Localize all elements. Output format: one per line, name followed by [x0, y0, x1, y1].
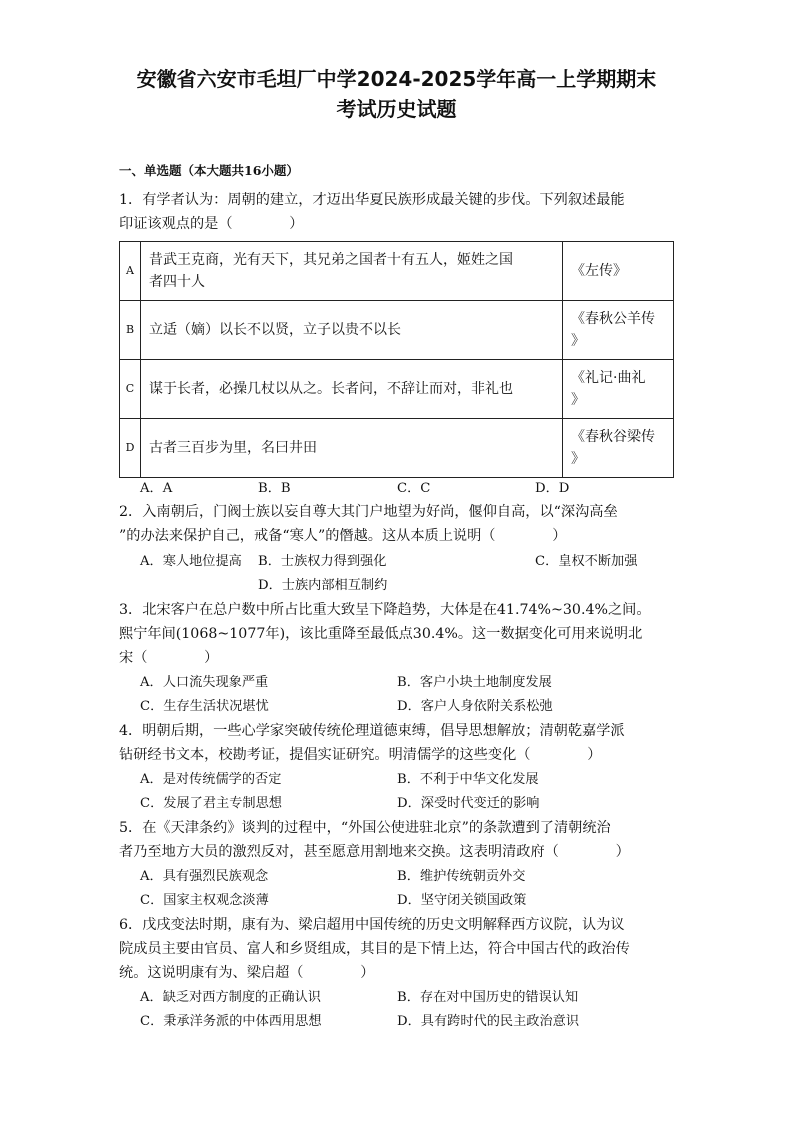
- source-line: 《春秋公羊传: [571, 311, 655, 327]
- question-1-stem-line: 1．有学者认为：周朝的建立，才迈出华夏民族形成最关键的步伐。下列叙述最能: [119, 192, 625, 208]
- question-3-option-c[interactable]: C．生存生活状况堪忧: [140, 699, 269, 714]
- row-label: A: [120, 242, 141, 301]
- question-6-stem-line: 院成员主要由官员、富人和乡贤组成，其目的是下情上达，符合中国古代的政治传: [119, 941, 630, 957]
- question-1-table: [119, 241, 674, 478]
- table-row: [120, 360, 674, 419]
- question-1-option-a[interactable]: A．A: [140, 481, 173, 496]
- question-4-stem-line: 钻研经书文本，校勘考证，提倡实证研究。明清儒学的这些变化（ ）: [119, 747, 602, 763]
- question-3-stem-line: 3．北宋客户在总户数中所占比重大致呈下降趋势，大体是在41.74%~30.4%之间。: [119, 602, 651, 618]
- table-row: [120, 301, 674, 360]
- question-6-option-b[interactable]: B．存在对中国历史的错误认知: [397, 990, 579, 1005]
- question-5-option-d[interactable]: D．坚守闭关锁国政策: [397, 893, 527, 908]
- table-row: [120, 419, 674, 478]
- source-line: 《礼记·曲礼: [571, 370, 646, 386]
- quote-line: 昔武王克商，光有天下，其兄弟之国者十有五人，姬姓之国: [149, 252, 513, 268]
- question-1-option-b[interactable]: B．B: [258, 481, 291, 496]
- question-1-stem-line: 印证该观点的是（ ）: [119, 216, 304, 232]
- question-1-option-c[interactable]: C．C: [397, 481, 431, 496]
- question-2-option-b[interactable]: B．士族权力得到强化: [258, 554, 387, 569]
- row-source: [563, 419, 674, 478]
- question-2-stem-line: ”的办法来保护自己，戒备“寒人”的僭越。这从本质上说明（ ）: [119, 528, 567, 544]
- row-source: [563, 360, 674, 419]
- row-label: B: [120, 301, 141, 360]
- question-5-option-a[interactable]: A．具有强烈民族观念: [140, 869, 269, 884]
- question-4-option-b[interactable]: B．不利于中华文化发展: [397, 772, 539, 787]
- row-quote: [141, 301, 563, 360]
- question-2-option-c[interactable]: C．皇权不断加强: [535, 554, 638, 569]
- question-4-stem-line: 4．明朝后期，一些心学家突破传统伦理道德束缚，倡导思想解放；清朝乾嘉学派: [119, 723, 625, 739]
- question-2-stem-line: 2．入南朝后，门阀士族以妄自尊大其门户地望为好尚，偃仰自高，以“深沟高垒: [119, 504, 618, 520]
- exam-title-line2: 考试历史试题: [336, 97, 457, 121]
- question-5-stem-line: 5．在《天津条约》谈判的过程中，“外国公使进驻北京”的条款遭到了清朝统治: [119, 820, 611, 836]
- source-line: 》: [571, 392, 585, 408]
- question-4-option-a[interactable]: A．是对传统儒学的否定: [140, 772, 282, 787]
- row-source: [563, 242, 674, 301]
- row-quote: [141, 360, 563, 419]
- question-4-option-c[interactable]: C．发展了君主专制思想: [140, 796, 282, 811]
- question-6-stem-line: 统。这说明康有为、梁启超（ ）: [119, 965, 375, 981]
- exam-title-line1: 安徽省六安市毛坦厂中学2024-2025学年高一上学期期末: [136, 67, 657, 91]
- row-quote: [141, 242, 563, 301]
- question-2-option-a[interactable]: A．寒人地位提高: [140, 554, 242, 569]
- question-3-option-b[interactable]: B．客户小块土地制度发展: [397, 675, 552, 690]
- source-line: 《左传》: [571, 263, 627, 279]
- row-label: C: [120, 360, 141, 419]
- question-6-option-a[interactable]: A．缺乏对西方制度的正确认识: [140, 990, 321, 1005]
- quote-line: 谋于长者，必操几杖以从之。长者问，不辞让而对，非礼也: [149, 381, 513, 397]
- question-5-stem-line: 者乃至地方大员的激烈反对，甚至愿意用割地来交换。这表明清政府（ ）: [119, 844, 630, 860]
- question-3-option-d[interactable]: D．客户人身依附关系松弛: [397, 699, 553, 714]
- question-6-option-d[interactable]: D．具有跨时代的民主政治意识: [397, 1014, 580, 1029]
- quote-line: 立适（嫡）以长不以贤，立子以贵不以长: [149, 322, 401, 338]
- row-quote: [141, 419, 563, 478]
- section-heading: 一、单选题（本大题共16小题）: [119, 163, 299, 178]
- question-3-stem-line: 熙宁年间(1068~1077年)，该比重降至最低点30.4%。这一数据变化可用来说明北: [119, 626, 643, 642]
- source-line: 《春秋谷梁传: [571, 429, 655, 445]
- row-label: D: [120, 419, 141, 478]
- question-4-option-d[interactable]: D．深受时代变迁的影响: [397, 796, 540, 811]
- source-line: 》: [571, 451, 585, 467]
- question-3-stem-line: 宋（ ）: [119, 650, 219, 666]
- row-source: [563, 301, 674, 360]
- question-3-option-a[interactable]: A．人口流失现象严重: [140, 675, 269, 690]
- question-2-option-d[interactable]: D．士族内部相互制约: [258, 578, 388, 593]
- question-5-option-b[interactable]: B．维护传统朝贡外交: [397, 869, 526, 884]
- question-1-option-d[interactable]: D．D: [535, 481, 570, 496]
- question-6-option-c[interactable]: C．秉承洋务派的中体西用思想: [140, 1014, 322, 1029]
- quote-line: 古者三百步为里，名曰井田: [149, 440, 317, 456]
- table-row: [120, 242, 674, 301]
- quote-line: 者四十人: [149, 274, 205, 290]
- question-5-option-c[interactable]: C．国家主权观念淡薄: [140, 893, 269, 908]
- question-6-stem-line: 6．戊戌变法时期，康有为、梁启超用中国传统的历史文明解释西方议院，认为议: [119, 917, 625, 933]
- source-line: 》: [571, 333, 585, 349]
